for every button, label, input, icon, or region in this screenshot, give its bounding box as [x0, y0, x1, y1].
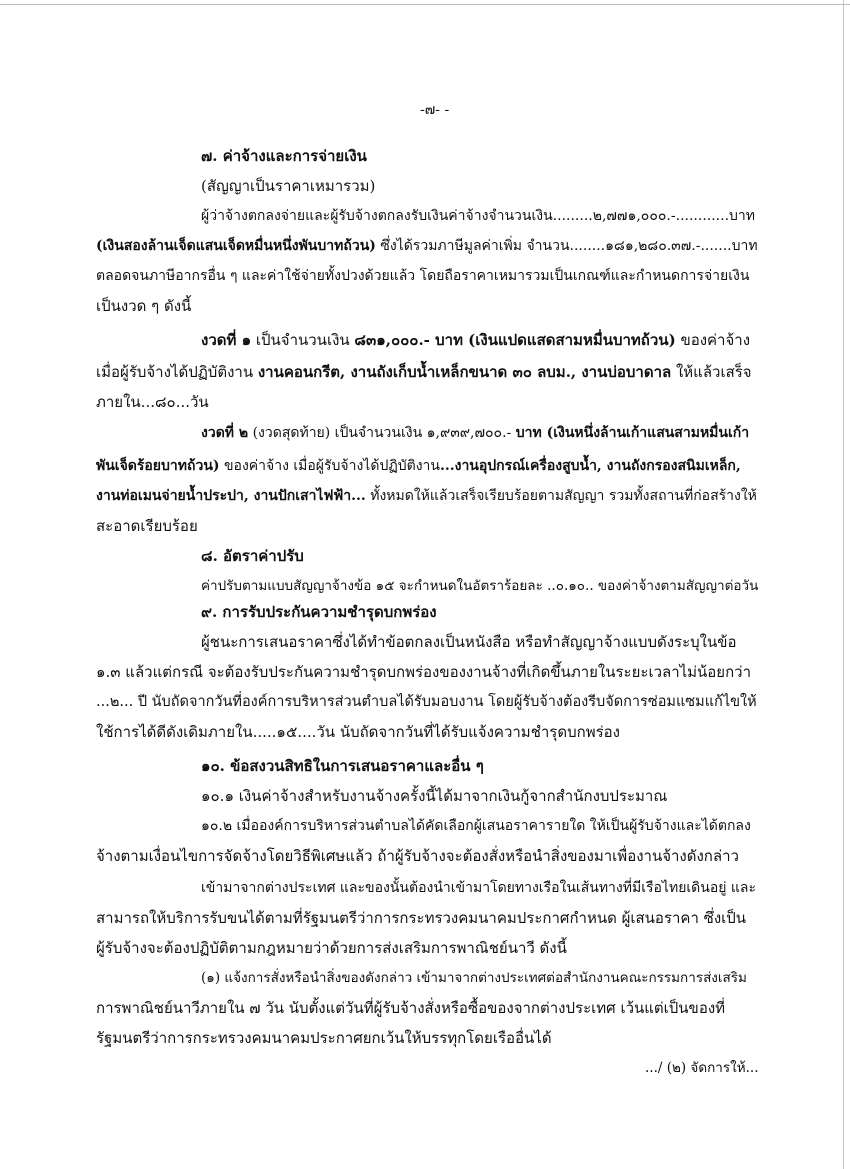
vat-text: ซึ่งได้รวมภาษีมูลค่าเพิ่ม จำนวน........๑๘๑,๒๘๐.๓๗.-.......บาท — [375, 238, 758, 254]
installment1-amount: ๘๓๑,๐๐๐.- บาท (เงินแปดแสดสามหมื่นบาทถ้วน) — [354, 331, 676, 349]
item1-line3: รัฐมนตรีว่าการกระทรวงคมนาคมประกาศยกเว้นให้บรรทุกโดยเรืออื่นได้ — [96, 1029, 552, 1047]
continuation-note: .../ (๒) จัดการให้... — [645, 1060, 759, 1076]
installment2-prefix: (งวดสุดท้าย) เป็นจำนวนเงิน ๑,๙๓๙,๗๐๐.- — [248, 425, 516, 441]
installment1-work-prefix: เมื่อผู้รับจ้างได้ปฏิบัติงาน — [96, 363, 258, 381]
installment2-line2 — [96, 456, 741, 476]
installment2-work-2: งานท่อเมนจ่ายน้ำประปา, งานปักเสาไฟฟ้า... — [96, 488, 366, 504]
scan-edge-right — [843, 0, 844, 1169]
section10-2-line3: เข้ามาจากต่างประเทศ และของนั้นต้องนำเข้ามาโดยทางเรือในเส้นทางที่มีเรือไทยเดินอยู่ และ — [201, 880, 757, 896]
section9-heading: ๙. การรับประกันความชำรุดบกพร่อง — [201, 603, 437, 621]
installment1-label: งวดที่ ๑ — [201, 331, 252, 349]
section9-line2: ๑.๓ แล้วแต่กรณี จะต้องรับประกันความชำรุดบกพร่องของงานจ้างที่เกิดขึ้นภายในระยะเวลาไม่น้อยกว่า — [96, 663, 752, 681]
installment2-work-prefix: ของค่าจ้าง เมื่อผู้รับจ้างได้ปฏิบัติงาน — [219, 458, 440, 474]
installment2-amount-words-end: พันเจ็ดร้อยบาทถ้วน) — [96, 458, 220, 474]
installment1-line2 — [96, 362, 752, 382]
installment1-line3: ภายใน...๘๐...วัน — [96, 393, 209, 411]
installment1-prefix: เป็นจำนวนเงิน — [251, 331, 355, 349]
section7-p1-line4: เป็นงวด ๆ ดังนี้ — [96, 297, 192, 315]
section7-p1-line2 — [96, 236, 758, 256]
amount-in-words: (เงินสองล้านเจ็ดแสนเจ็ดหมื่นหนึ่งพันบาทถ้วน) — [96, 238, 376, 254]
installment2-label: งวดที่ ๒ — [201, 425, 249, 441]
item1-line1: (๑) แจ้งการสั่งหรือนำสิ่งของดังกล่าว เข้ามาจากต่างประเทศต่อสำนักงานคณะกรรมการส่งเสริม — [201, 970, 747, 986]
installment2-work-1: ...งานอุปกรณ์เครื่องสูบน้ำ, งานถังกรองสนิมเหล็ก, — [439, 458, 741, 474]
section10-2-line4: สามารถให้บริการรับขนได้ตามที่รัฐมนตรีว่าการกระทรวงคมนาคมประกาศกำหนด ผู้เสนอราคา ซึ่งเป็น — [96, 909, 747, 927]
installment1-work: งานคอนกรีต, งานถังเก็บน้ำเหล็กขนาด ๓๐ ลบม., งานบ่อบาดาล — [257, 363, 672, 381]
section9-line3: ...๒... ปี นับถัดจากวันที่องค์การบริหารส่วนตำบลได้รับมอบงาน โดยผู้รับจ้างต้องรีบจัดการซ่อมแซมแก้ไขให้ — [96, 694, 757, 710]
section10-heading: ๑๐. ข้อสงวนสิทธิในการเสนอราคาและอื่น ๆ — [201, 757, 484, 775]
section10-2-line2: จ้างตามเงื่อนไขการจัดจ้างโดยวิธีพิเศษแล้ว ถ้าผู้รับจ้างจะต้องสั่งหรือนำสิ่งของมาเพื่องานจ้างดังกล่าว — [96, 847, 739, 865]
section7-heading: ๗. ค่าจ้างและการจ่ายเงิน — [201, 147, 367, 165]
installment2-line3 — [96, 486, 757, 506]
installment2-amount-words: บาท (เงินหนึ่งล้านเก้าแสนสามหมื่นเก้า — [515, 425, 750, 441]
section10-2-line5: ผู้รับจ้างจะต้องปฏิบัติตามกฎหมายว่าด้วยการส่งเสริมการพาณิชย์นาวี ดังนี้ — [96, 939, 567, 957]
installment2-line4: สะอาดเรียบร้อย — [96, 517, 198, 535]
scan-edge-top — [0, 4, 850, 5]
page-number: -๗- - — [420, 102, 450, 118]
installment2-work-suffix: ทั้งหมดให้แล้วเสร็จเรียบร้อยตามสัญญา รวมทั้งสถานที่ก่อสร้างให้ — [365, 488, 757, 504]
section9-line4: ใช้การได้ดีดังเดิมภายใน.....๑๕....วัน นับถัดจากวันที่ได้รับแจ้งความชำรุดบกพร่อง — [96, 723, 620, 741]
section8-heading: ๘. อัตราค่าปรับ — [201, 547, 304, 565]
section10-1: ๑๐.๑ เงินค่าจ้างสำหรับงานจ้างครั้งนี้ได้มาจากเงินกู้จากสำนักงบประมาณ — [201, 787, 668, 805]
installment2-line1 — [201, 423, 749, 443]
section8-text: ค่าปรับตามแบบสัญญาจ้างข้อ ๑๕ จะกำหนดในอัตราร้อยละ ..๐.๑๐.. ของค่าจ้างตามสัญญาต่อวัน — [201, 578, 759, 594]
section7-p1-line3: ตลอดจนภาษีอากรอื่น ๆ และค่าใช้จ่ายทั้งปวงด้วยแล้ว โดยถือราคาเหมารวมเป็นเกณฑ์และกำหนดการจ่ายเงิน — [96, 268, 750, 284]
section9-line1: ผู้ชนะการเสนอราคาซึ่งได้ทำข้อตกลงเป็นหนังสือ หรือทำสัญญาจ้างแบบดังระบุในข้อ — [201, 633, 737, 651]
installment1-suffix: ของค่าจ้าง — [675, 331, 751, 349]
installment1-work-suffix: ให้แล้วเสร็จ — [671, 363, 752, 381]
section7-p1-line1: ผู้ว่าจ้างตกลงจ่ายและผู้รับจ้างตกลงรับเงินค่าจ้างจำนวนเงิน.........๒,๗๗๑,๐๐๐.-............บาท — [201, 208, 755, 224]
section10-2-line1: ๑๐.๒ เมื่อองค์การบริหารส่วนตำบลได้คัดเลือกผู้เสนอราคารายใด ให้เป็นผู้รับจ้างและได้ตกลง — [201, 818, 751, 834]
item1-line2: การพาณิชย์นาวีภายใน ๗ วัน นับตั้งแต่วันที่ผู้รับจ้างสั่งหรือซื้อของจากต่างประเทศ เว้นแต่เป็นของที่ — [96, 999, 726, 1017]
installment1-line1 — [201, 330, 750, 350]
section7-subheading: (สัญญาเป็นราคาเหมารวม) — [201, 177, 376, 195]
